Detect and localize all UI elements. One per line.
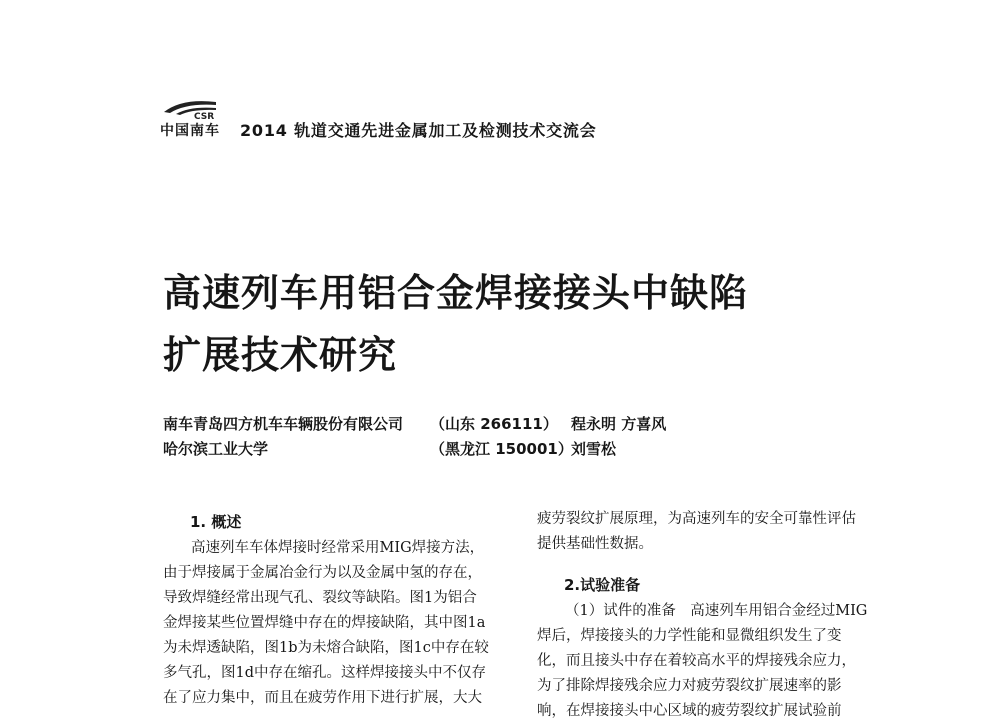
logo-name: 中国南车 <box>160 123 220 139</box>
right-column-top <box>537 507 856 557</box>
affiliation-place-2: （黑龙江 150001） <box>430 440 573 458</box>
paragraph-line: 多气孔，图1d中存在缩孔。这样焊接接头中不仅存 <box>163 665 487 681</box>
paragraph-line: 在了应力集中，而且在疲劳作用下进行扩展，大大 <box>163 690 482 706</box>
csr-logo-icon <box>160 96 230 120</box>
paragraph-line: 疲劳裂纹扩展原理，为高速列车的安全可靠性评估 <box>537 511 856 527</box>
section-heading-overview: 1. 概述 <box>190 513 242 531</box>
affiliation-authors-1: 程永明 方喜风 <box>571 415 667 433</box>
paper-title-line-1: 高速列车用铝合金焊接接头中缺陷 <box>163 270 749 315</box>
paragraph-line: 化，而且接头中存在着较高水平的焊接残余应力， <box>537 653 856 669</box>
paragraph-line: 导致焊缝经常出现气孔、裂纹等缺陷。图1为铝合 <box>163 590 477 606</box>
affiliation-authors-2: 刘雪松 <box>571 440 617 458</box>
paragraph-line: 焊后，焊接接头的力学性能和显微组织发生了变 <box>537 628 842 644</box>
paragraph-line: 金焊接某些位置焊缝中存在的焊接缺陷，其中图1a <box>163 615 486 631</box>
paragraph-line: 由于焊接属于金属冶金行为以及金属中氢的存在， <box>163 565 482 581</box>
conference-title: 2014 轨道交通先进金属加工及检测技术交流会 <box>240 121 597 140</box>
affiliation-org-1: 南车青岛四方机车车辆股份有限公司 <box>163 415 404 433</box>
logo-brand: CSR <box>194 112 215 120</box>
paragraph-line: 响，在焊接接头中心区域的疲劳裂纹扩展试验前 <box>537 703 842 719</box>
right-column-body <box>537 599 867 724</box>
section-heading-test-prep: 2.试验准备 <box>564 576 641 594</box>
paragraph-line: 提供基础性数据。 <box>537 536 653 552</box>
paper-title-line-2: 扩展技术研究 <box>163 332 398 377</box>
paragraph-line: 高速列车车体焊接时经常采用MIG焊接方法， <box>191 540 485 556</box>
paragraph-line: 为未焊透缺陷，图1b为未熔合缺陷，图1c中存在较 <box>163 640 489 656</box>
affiliation-org-2: 哈尔滨工业大学 <box>163 440 269 458</box>
paragraph-line: （1）试件的准备 高速列车用铝合金经过MIG <box>565 603 868 619</box>
page-header <box>160 96 860 146</box>
paragraph-line: 为了排除焊接残余应力对疲劳裂纹扩展速率的影 <box>537 678 842 694</box>
left-column-body <box>163 536 489 711</box>
affiliation-place-1: （山东 266111） <box>430 415 558 433</box>
